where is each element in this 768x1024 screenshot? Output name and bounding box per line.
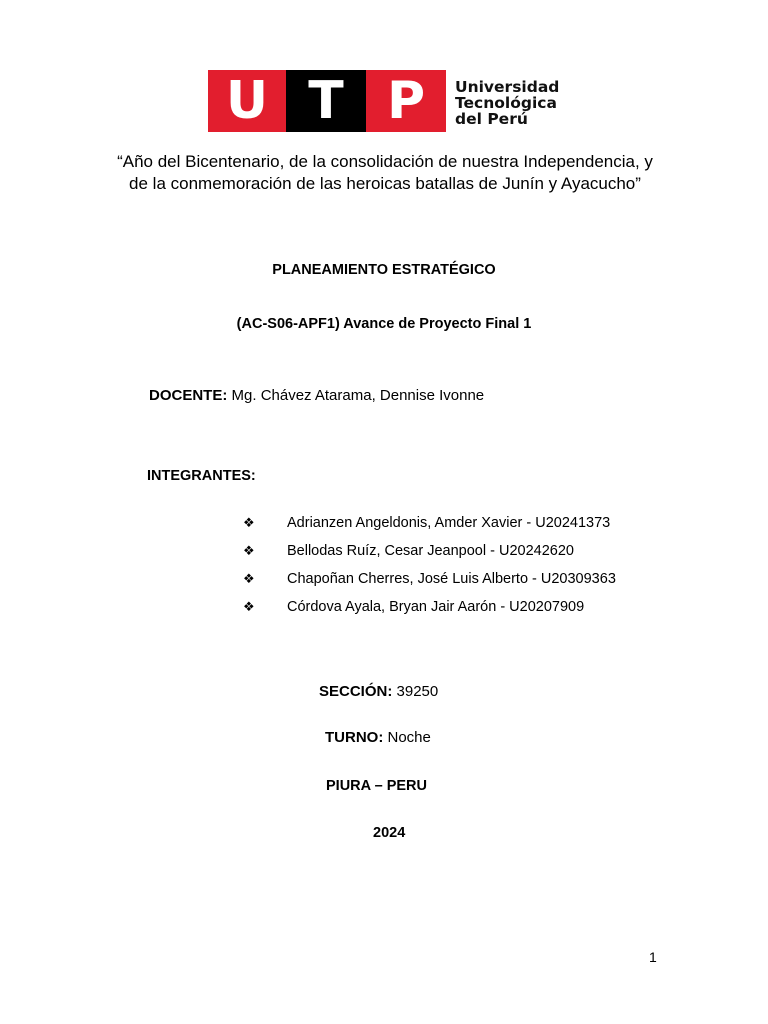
utp-logo [208,70,568,132]
docente-value: Mg. Chávez Atarama, Dennise Ivonne [231,387,485,404]
page-number: 1 [649,949,657,965]
member-name: Bellodas Ruíz, Cesar Jeanpool - U20242620 [287,543,574,559]
assignment-title: (AC-S06-APF1) Avance de Proyecto Final 1 [236,316,532,332]
diamond-bullet-icon: ❖ [243,515,255,530]
turno-label: TURNO: [325,729,384,746]
seccion-value: 39250 [396,683,439,700]
motto-line-2: de la conmemoración de las heroicas batallas de Junín y Ayacucho” [129,174,641,193]
location: PIURA – PERU [326,778,427,794]
logo-letter-t: T [308,71,344,131]
logo-university-name [455,79,559,127]
member-name: Chapoñan Cherres, José Luis Alberto - U20309363 [287,571,616,587]
turno-value: Noche [387,729,431,746]
member-name: Adrianzen Angeldonis, Amder Xavier - U20241373 [287,515,611,531]
logo-name-line-1: Universidad [455,78,560,96]
diamond-bullet-icon: ❖ [243,543,255,558]
course-title: PLANEAMIENTO ESTRATÉGICO [272,262,496,278]
turno-line [325,729,431,746]
diamond-bullet-icon: ❖ [243,571,255,586]
diamond-bullet-icon: ❖ [243,599,255,614]
seccion-line [319,683,438,700]
seccion-label: SECCIÓN: [319,683,393,700]
docente-label: DOCENTE: [149,387,228,404]
year: 2024 [373,825,406,841]
year-motto [60,151,710,195]
logo-letter-u: U [225,71,269,131]
docente-line [149,387,484,404]
logo-name-line-3: del Perú [455,110,528,128]
member-name: Córdova Ayala, Bryan Jair Aarón - U20207909 [287,599,585,615]
logo-letter-p: P [386,71,426,131]
motto-line-1: “Año del Bicentenario, de la consolidación de nuestra Independencia, y [117,152,653,171]
integrantes-label: INTEGRANTES: [147,468,256,484]
logo-name-line-2: Tecnológica [455,94,557,112]
